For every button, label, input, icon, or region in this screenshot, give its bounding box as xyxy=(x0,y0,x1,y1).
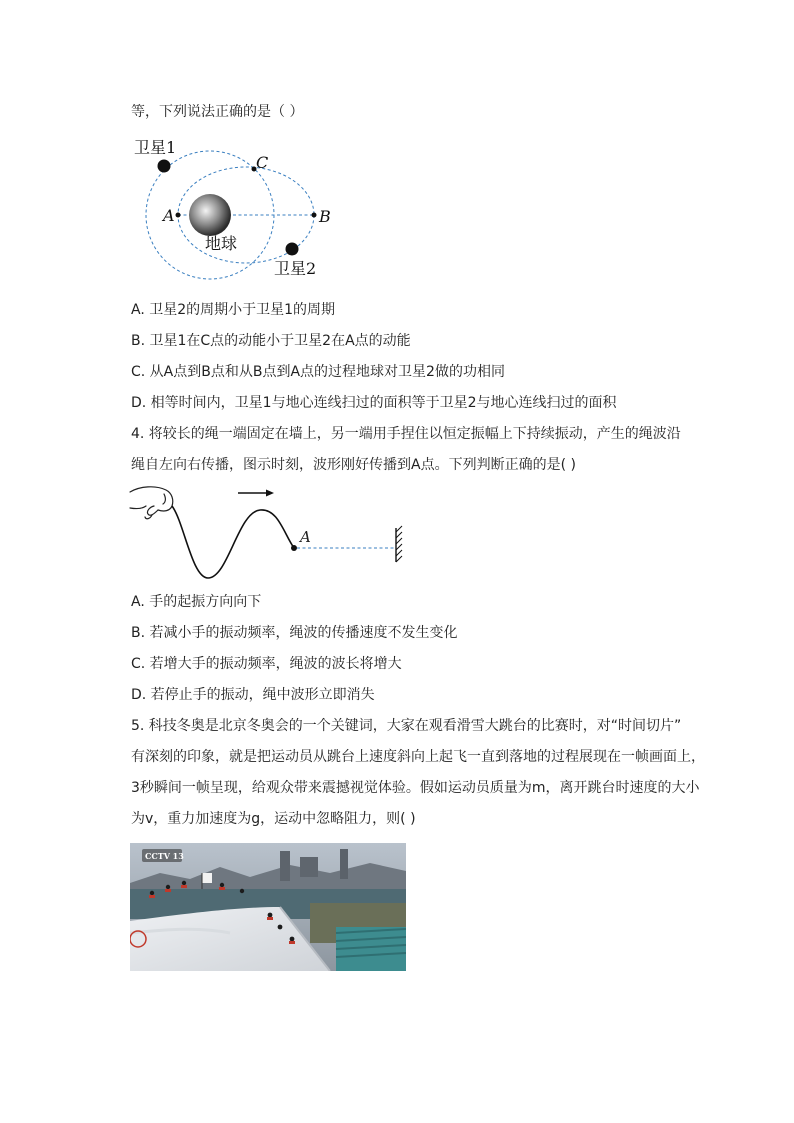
q3-option-a: A. 卫星2的周期小于卫星1的周期 xyxy=(131,302,336,318)
q5-stem-line3: 3秒瞬间一帧呈现，给观众带来震撼视觉体验。假如运动员质量为m，离开跳台时速度的大小 xyxy=(131,780,700,796)
satellite-2 xyxy=(286,243,299,256)
hand-icon xyxy=(130,487,173,519)
cctv-logo: CCTV 13 xyxy=(145,851,184,861)
label-b: B xyxy=(319,207,331,226)
q4-option-d: D. 若停止手的振动，绳中波形立即消失 xyxy=(131,687,375,703)
label-c: C xyxy=(256,153,269,172)
label-sat1: 卫星1 xyxy=(134,138,177,157)
ski-jump-photo xyxy=(130,843,406,971)
satellite-1 xyxy=(158,160,171,173)
q3-option-b: B. 卫星1在C点的动能小于卫星2在A点的动能 xyxy=(131,333,411,349)
orbit-figure xyxy=(128,136,348,286)
q4-stem-line2: 绳自左向右传播，图示时刻，波形刚好传播到A点。下列判断正确的是( ) xyxy=(131,457,576,473)
q4-option-a: A. 手的起振方向向下 xyxy=(131,594,262,610)
q5-stem-line4: 为v，重力加速度为g，运动中忽略阻力，则( ) xyxy=(131,811,416,827)
label-earth: 地球 xyxy=(205,234,238,253)
q3-option-c: C. 从A点到B点和从B点到A点的过程地球对卫星2做的功相同 xyxy=(131,364,505,380)
label-a: A xyxy=(163,206,175,225)
wall-hatch xyxy=(396,526,402,562)
arrow-head-icon xyxy=(266,490,274,497)
earth xyxy=(189,194,231,236)
point-a-dot xyxy=(176,213,181,218)
rope-wave xyxy=(172,506,294,578)
point-b-dot xyxy=(312,213,317,218)
label-a: A xyxy=(300,528,311,546)
label-sat2: 卫星2 xyxy=(274,259,317,278)
q5-stem-line1: 5. 科技冬奥是北京冬奥会的一个关键词，大家在观看滑雪大跳台的比赛时，对“时间切片” xyxy=(131,718,682,734)
q3-stem-tail: 等，下列说法正确的是（ ） xyxy=(131,104,304,120)
q4-option-b: B. 若减小手的振动频率，绳波的传播速度不发生变化 xyxy=(131,625,458,641)
q4-option-c: C. 若增大手的振动频率，绳波的波长将增大 xyxy=(131,656,402,672)
q3-option-d: D. 相等时间内，卫星1与地心连线扫过的面积等于卫星2与地心连线扫过的面积 xyxy=(131,395,617,411)
q4-stem-line1: 4. 将较长的绳一端固定在墙上，另一端用手捏住以恒定振幅上下持续振动，产生的绳波沿 xyxy=(131,426,681,442)
point-a-dot xyxy=(291,545,297,551)
rope-wave-figure xyxy=(128,482,408,584)
q5-stem-line2: 有深刻的印象，就是把运动员从跳台上速度斜向上起飞一直到落地的过程展现在一帧画面上， xyxy=(131,749,705,765)
